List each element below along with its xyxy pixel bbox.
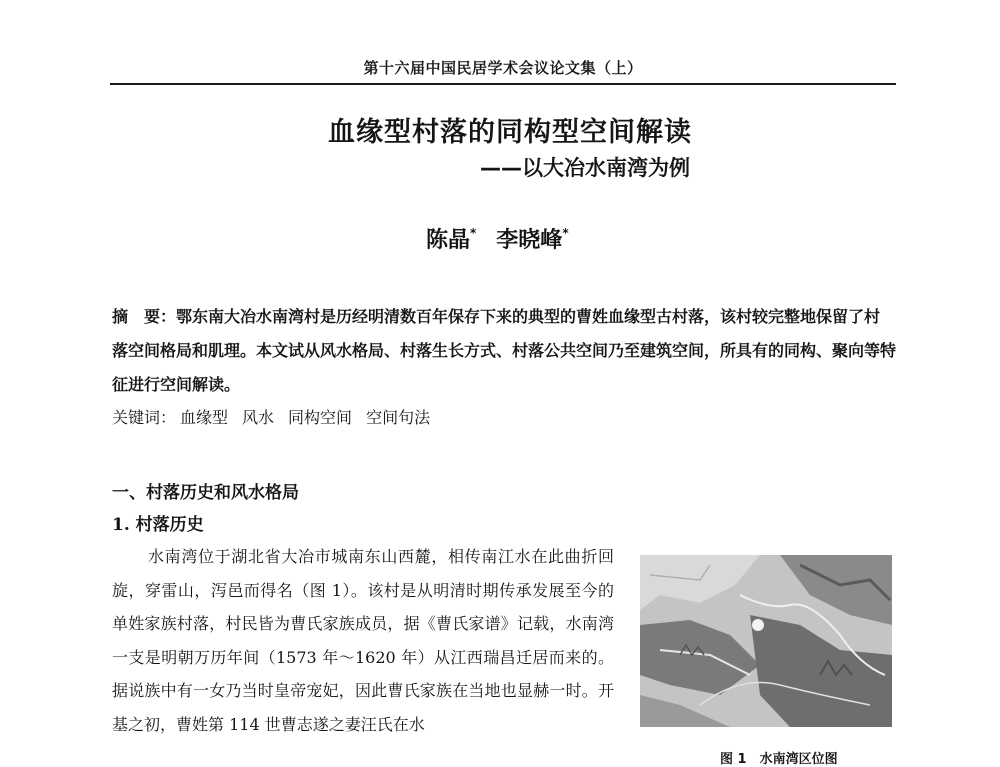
running-head: 第十六届中国民居学术会议论文集（上） (363, 59, 643, 77)
body-paragraph: 水南湾位于湖北省大冶市城南东山西麓，相传南江水在此曲折回旋，穿雷山，泻邑而得名（图 1）。该村是从明清时期传承发展至今的单姓家族村落，村民皆为曹氏家族成员，据《曹氏家谱》记载，水南湾一支是明朝万历年间（1573 年～1620 年）从江西瑞昌迁居而来的。据说族中有一女乃当时皇帝宠妃，因此曹氏家族在当地也显赫一时。开基之初，曹姓第 114 世曹志遂之妻汪氏在水 (112, 547, 614, 734)
aerial-map-image (640, 555, 892, 727)
keyword: 风水 (242, 408, 275, 427)
header-rule (110, 83, 896, 85)
keyword: 空间句法 (366, 408, 431, 427)
section-heading: 一、村落历史和风水格局 (112, 483, 299, 503)
abstract-text: 鄂东南大冶水南湾村是历经明清数百年保存下来的典型的曹姓血缘型古村落，该村较完整地保留了村落空间格局和肌理。本文试从风水格局、村落生长方式、村落公共空间乃至建筑空间，所具有的同构、聚向等特征进行空间解读。 (112, 307, 897, 394)
keywords-label: 关键词： (112, 408, 177, 427)
subsection-heading: 1. 村落历史 (112, 515, 204, 535)
abstract-label: 摘 要： (112, 307, 177, 326)
keywords (112, 404, 896, 432)
paper-title: 血缘型村落的同构型空间解读 (328, 117, 692, 148)
author-name: 陈晶 (426, 228, 471, 253)
keyword: 血缘型 (180, 408, 229, 427)
location-map-figure (640, 555, 892, 727)
abstract (112, 300, 896, 402)
author-name: 李晓峰 (496, 228, 563, 253)
keyword: 同构空间 (288, 408, 353, 427)
figure-caption: 图 1 水南湾区位图 (720, 752, 838, 767)
author-footnote-mark: * (562, 225, 569, 240)
author-list (426, 223, 569, 254)
author-footnote-mark: * (470, 225, 477, 240)
paper-subtitle: ——以大冶水南湾为例 (480, 156, 690, 180)
